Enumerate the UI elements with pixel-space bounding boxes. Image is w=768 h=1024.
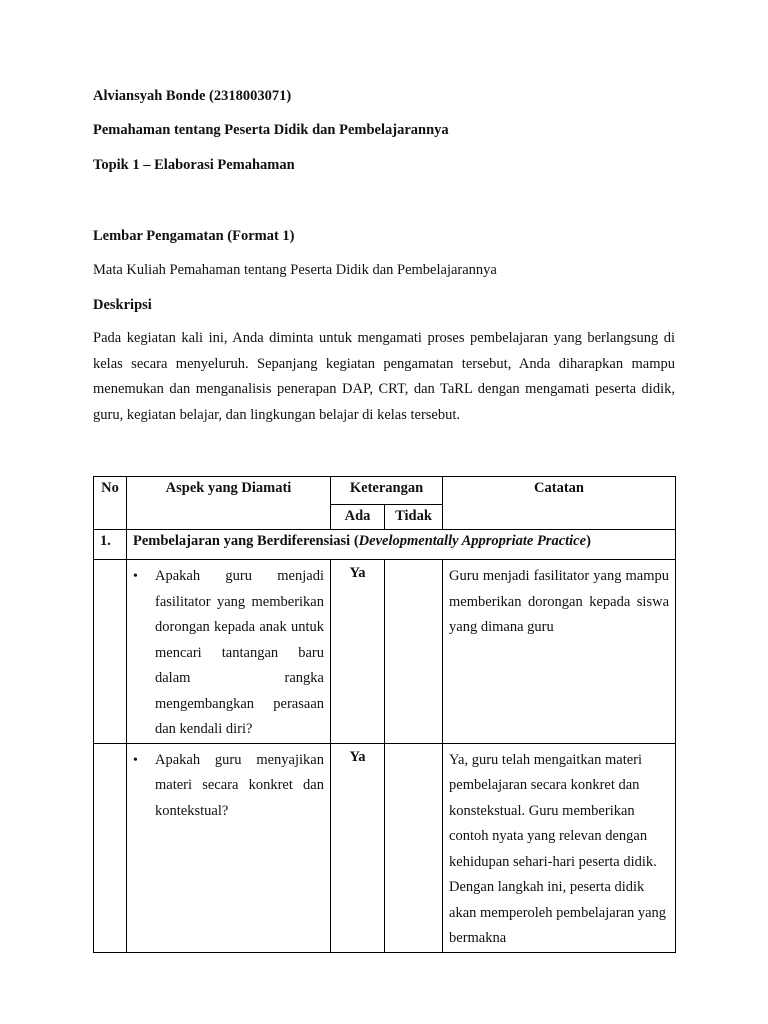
header-tidak: Tidak	[385, 505, 443, 530]
tidak-cell	[385, 560, 443, 744]
header-no: No	[94, 477, 127, 530]
section-row	[94, 530, 676, 560]
catatan-cell: Guru menjadi fasilitator yang mampu memberikan dorongan kepada siswa yang dimana guru	[443, 560, 676, 744]
sheet-title: Lembar Pengamatan (Format 1)	[93, 228, 295, 244]
table-row	[94, 560, 676, 744]
aspect-cell	[127, 743, 331, 952]
ada-cell: Ya	[331, 743, 385, 952]
section-title: Pembelajaran yang Berdiferensiasi (Developmentally Appropriate Practice)	[127, 530, 676, 560]
header-catatan: Catatan	[443, 477, 676, 530]
section-number: 1.	[94, 530, 127, 560]
aspect-text: Apakah guru menjadi fasilitator yang memberikan dorongan kepada anak untuk mencari tantangan baru dalam rangka mengembangkan perasaan dan kendali diri?	[155, 568, 324, 737]
table-header-row	[94, 477, 676, 505]
row-number-cell	[94, 560, 127, 744]
bullet-icon: •	[133, 569, 138, 584]
author-name: Alviansyah Bonde (2318003071)	[93, 88, 292, 104]
sheet-subtitle: Mata Kuliah Pemahaman tentang Peserta Didik dan Pembelajarannya	[93, 262, 497, 278]
aspect-cell	[127, 560, 331, 744]
description-text: Pada kegiatan kali ini, Anda diminta untuk mengamati proses pembelajaran yang berlangsung di kelas secara menyeluruh. Sepanjang kegiatan pengamatan tersebut, Anda diharapkan mampu menemukan dan menganalisis penerapan DAP, CRT, dan TaRL dengan mengamati peserta didik, guru, kegiatan belajar, dan lingkungan belajar di kelas tersebut.	[93, 330, 675, 423]
row-number-cell	[94, 743, 127, 952]
aspect-text: Apakah guru menyajikan materi secara konkret dan kontekstual?	[155, 751, 324, 819]
section-title-italic: Developmentally Appropriate Practice	[358, 533, 587, 549]
course-title: Pemahaman tentang Peserta Didik dan Pembelajarannya	[93, 122, 449, 138]
ada-cell: Ya	[331, 560, 385, 744]
header-ada: Ada	[331, 505, 385, 530]
observation-table	[93, 476, 676, 953]
table-row	[94, 743, 676, 952]
tidak-cell	[385, 743, 443, 952]
bullet-icon: •	[133, 752, 138, 768]
header-keterangan: Keterangan	[331, 477, 443, 505]
description-heading: Deskripsi	[93, 297, 152, 313]
header-aspect: Aspek yang Diamati	[127, 477, 331, 530]
topic-title: Topik 1 – Elaborasi Pemahaman	[93, 157, 295, 173]
catatan-cell: Ya, guru telah mengaitkan materi pembelajaran secara konkret dan konstekstual. Guru memberikan contoh nyata yang relevan dengan kehidupan sehari-hari peserta didik. Dengan langkah ini, peserta didik akan memperoleh pembelajaran yang bermakna	[443, 743, 676, 952]
